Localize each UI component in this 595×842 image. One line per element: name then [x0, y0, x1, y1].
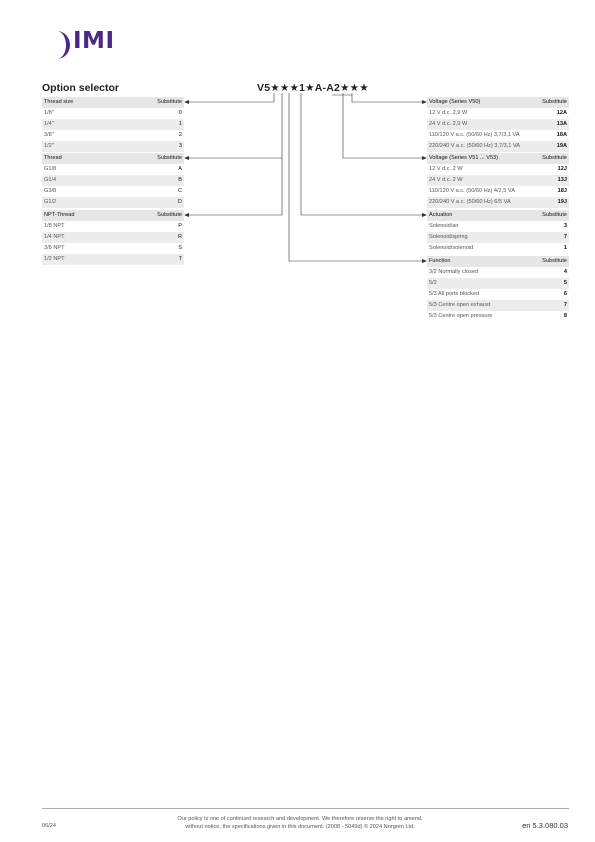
table-header: [42, 153, 184, 164]
table-row: G3/8 C: [44, 188, 182, 194]
connector-thread-size: [188, 93, 274, 102]
table-row: Solenoid/air 3: [429, 223, 567, 229]
document-reference: en 5.3.080.03: [522, 821, 568, 830]
table-row: G1/4 B: [42, 175, 184, 186]
table-row: Solenoid/spring 7: [427, 232, 569, 243]
footer-policy-line: without notice, the specifications given in this document. (2008 - 5049d) © 2024 Norgren Ltd.: [185, 824, 415, 830]
table-row: G1/8 A: [44, 166, 182, 172]
footer-divider: [42, 808, 569, 809]
table-row: 220/240 V a.c. (50/60 Hz) 6/5 VA 19J: [427, 197, 569, 208]
table-row: 3/8 NPT S: [44, 245, 182, 251]
table-row: Solenoid/solenoid 1: [429, 245, 567, 251]
header-substitute: Substitute: [542, 258, 567, 264]
header-substitute: Substitute: [157, 99, 182, 105]
table-row: 12 V d.c. 2 W 12J: [429, 166, 567, 172]
footer-policy-line: Our policy is one of continued research and development. We therefore reserve the right to amend,: [177, 816, 423, 822]
table-actuation: [427, 210, 569, 254]
section-title: Option selector: [42, 82, 120, 94]
table-voltage-v50: [427, 97, 569, 152]
header-label: Thread: [44, 155, 62, 161]
table-header: [427, 210, 569, 221]
header-substitute: Substitute: [157, 155, 182, 161]
table-function: [427, 256, 569, 322]
header-label: Function: [429, 258, 451, 264]
table-voltage-v51: [427, 153, 569, 208]
arrow-thread: [184, 156, 189, 160]
table-row: 24 V d.c. 2 W 13J: [427, 175, 569, 186]
table-row: 5/3 Centre open exhaust 7: [427, 300, 569, 311]
table-row: 3/8" 2: [44, 132, 182, 138]
header-label: NPT-Thread: [44, 212, 75, 218]
table-row: 3/2 Normally closed 4: [429, 269, 567, 275]
arrow-npt-thread: [184, 213, 189, 217]
header-substitute: Substitute: [542, 212, 567, 218]
footer-date: 06/24: [42, 823, 56, 829]
table-thread: [42, 153, 184, 208]
table-row: 24 V d.c. 2,9 W 13A: [427, 119, 569, 130]
table-row: G1/2 D: [42, 197, 184, 208]
table-thread-size: [42, 97, 184, 152]
logo-text: IMI: [73, 28, 115, 54]
connector-npt-thread: [188, 158, 282, 215]
table-row: 1/4 NPT R: [42, 232, 184, 243]
header-label: Thread size: [44, 99, 74, 105]
table-row: 5/3 Centre open pressure 8: [429, 313, 567, 319]
table-row: 110/120 V a.c. (50/60 Hz) 3,7/3,1 VA 18A: [429, 132, 567, 138]
table-header: [42, 97, 184, 108]
table-row: 5/2 5: [427, 278, 569, 289]
table-row: 1/8 NPT P: [44, 223, 182, 229]
table-row: 5/3 All ports blocked 6: [429, 291, 567, 297]
header-substitute: Substitute: [542, 155, 567, 161]
header-substitute: Substitute: [157, 212, 182, 218]
arrow-thread-size: [184, 100, 189, 104]
header-label: Voltage (Series V51 ... V53): [429, 155, 499, 161]
table-row: 220/240 V a.c. (50/60 Hz) 3,7/3,1 VA 19A: [427, 141, 569, 152]
table-row: 110/120 V a.c. (50/60 Hz) 4/2,5 VA 18J: [429, 188, 567, 194]
table-header: [42, 210, 184, 221]
table-header: [427, 256, 569, 267]
table-npt-thread: [42, 210, 184, 265]
table-row: 1/4" 1: [42, 119, 184, 130]
connector-function: [289, 93, 423, 261]
table-header: [427, 153, 569, 164]
footer-policy: [140, 815, 460, 831]
connector-voltage-v50: [352, 93, 423, 102]
table-row: 1/8" 0: [44, 110, 182, 116]
header-label: Actuation: [429, 212, 453, 218]
table-row: 1/2" 3: [42, 141, 184, 152]
order-code: V5★★★1★A-A2★★★: [257, 82, 369, 94]
connector-actuation: [301, 93, 423, 215]
connector-voltage-v51: [343, 93, 423, 158]
table-row: 12 V d.c. 2,9 W 12A: [429, 110, 567, 116]
connector-thread: [188, 93, 282, 158]
header-label: Voltage (Series V50): [429, 99, 481, 105]
table-row: 1/2 NPT T: [42, 254, 184, 265]
table-header: [427, 97, 569, 108]
header-substitute: Substitute: [542, 99, 567, 105]
